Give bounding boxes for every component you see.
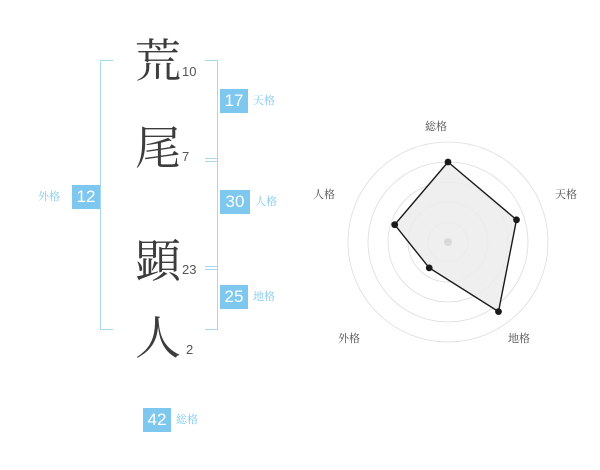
- outer-score-label: 外格: [38, 190, 60, 203]
- radar-chart: [300, 0, 600, 470]
- axis-label-chikaku: 地格: [508, 332, 530, 345]
- kanji-char-2: 尾: [135, 121, 181, 175]
- jinkaku-badge: 30: [220, 190, 250, 214]
- kanji-char-4: 人: [135, 311, 181, 365]
- radar-chart-panel: [300, 0, 600, 470]
- radar-polygon: [395, 162, 517, 312]
- kanji-strokes-4: 2: [186, 342, 194, 357]
- kanji-strokes-1: 10: [182, 64, 197, 79]
- radar-point-2: [495, 308, 502, 315]
- axis-label-soukaku: 総格: [425, 120, 447, 133]
- axis-label-gaikaku: 外格: [338, 332, 360, 345]
- tenkaku-label: 天格: [253, 94, 275, 107]
- radar-point-4: [391, 221, 398, 228]
- kanji-strokes-2: 7: [182, 149, 190, 164]
- chikaku-bracket: [205, 266, 218, 330]
- jinkaku-label: 人格: [255, 195, 277, 208]
- axis-label-jinkaku: 人格: [313, 188, 335, 201]
- kanji-char-3: 顕: [135, 234, 181, 288]
- tenkaku-badge: 17: [220, 89, 248, 113]
- outer-bracket: [100, 60, 113, 330]
- radar-point-1: [513, 216, 520, 223]
- axis-label-tenkaku: 天格: [555, 188, 577, 201]
- radar-point-3: [426, 265, 433, 272]
- radar-center-dot: [444, 238, 452, 246]
- tenkaku-bracket: [205, 60, 218, 162]
- chikaku-badge: 25: [220, 285, 248, 309]
- kanji-strokes-3: 23: [182, 262, 197, 277]
- jinkaku-bracket: [205, 158, 218, 270]
- soukaku-badge: 42: [143, 408, 171, 432]
- chikaku-label: 地格: [253, 290, 275, 303]
- soukaku-label: 総格: [176, 413, 198, 426]
- kanji-char-1: 荒: [135, 34, 181, 88]
- radar-point-0: [445, 159, 452, 166]
- outer-score-badge: 12: [72, 185, 100, 209]
